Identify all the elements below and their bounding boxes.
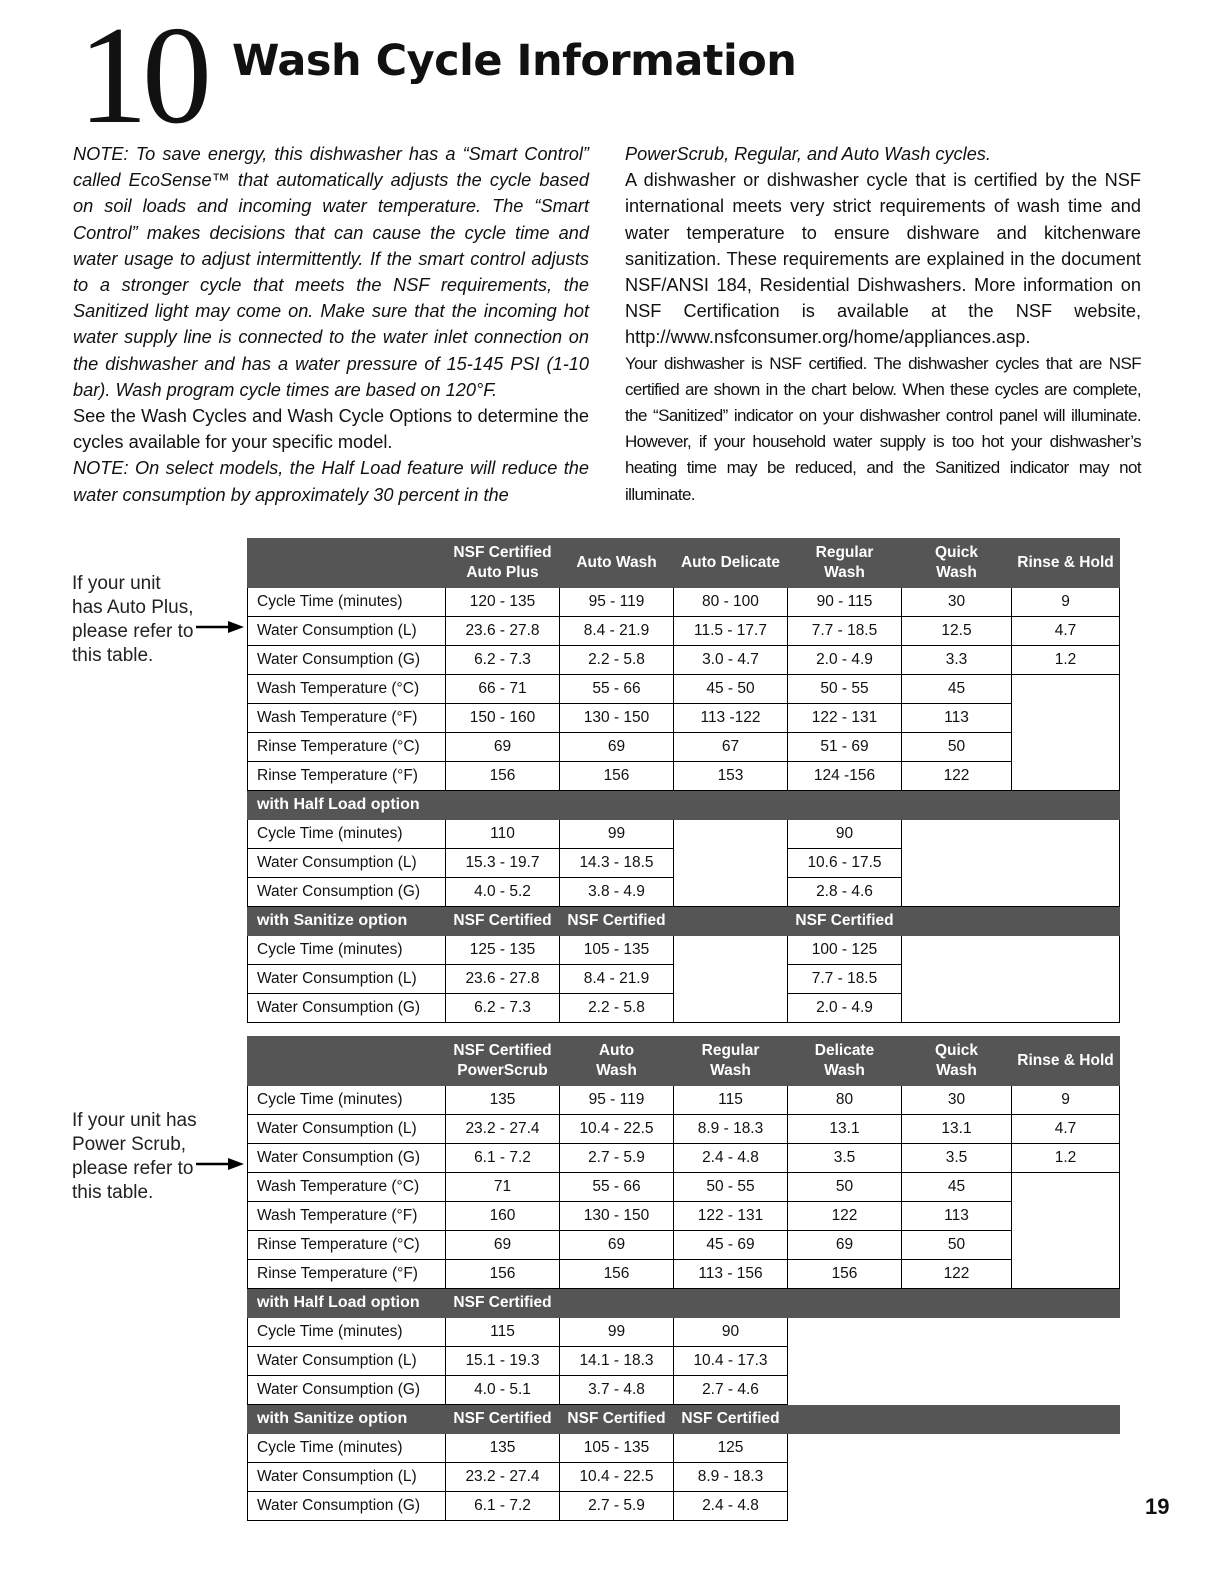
table-cell: 51 - 69 (788, 733, 902, 762)
table-cell: 135 (446, 1086, 560, 1115)
table-cell: 8.4 - 21.9 (560, 617, 674, 646)
section-title: with Sanitize option (248, 907, 446, 936)
table-cell: 4.7 (1012, 1115, 1120, 1144)
table-cell: 30 (902, 1086, 1012, 1115)
row-label: Water Consumption (G) (248, 1144, 446, 1173)
table-cell: 55 - 66 (560, 675, 674, 704)
table-cell: 6.2 - 7.3 (446, 994, 560, 1023)
table-row (248, 791, 1120, 820)
table-cell: 15.3 - 19.7 (446, 849, 560, 878)
table-row (248, 1434, 1120, 1463)
table-cell: 113 (902, 704, 1012, 733)
column-header-line: NSF Certified (453, 544, 552, 561)
table-cell: 3.5 (788, 1144, 902, 1173)
eco-sense-note: NOTE: To save energy, this dishwasher has a “Smart Control” called EcoSense™ that automatically adjusts the cycle based on soil loads and incoming water temperature. The “Smart Control” makes decisions that can cause the cycle time and water usage to adjust intermittently. If the smart control adjusts to a stronger cycle that meets the NSF requirements, the Sanitized light may come on. Make sure that the incoming hot water supply line is connected to the water inlet connection on the dishwasher and has a water pressure of 15-145 PSI (1-10 bar). Wash program cycle times are based on 120°F. (73, 144, 589, 400)
table-cell: 4.0 - 5.1 (446, 1376, 560, 1405)
table-cell: 156 (560, 762, 674, 791)
table-cell: 125 (674, 1434, 788, 1463)
row-label: Water Consumption (L) (248, 965, 446, 994)
row-label: Water Consumption (G) (248, 1376, 446, 1405)
auto-plus-side-note (72, 572, 193, 668)
table-cell: 3.3 (902, 646, 1012, 675)
table-cell: 156 (560, 1260, 674, 1289)
table-cell: 45 - 50 (674, 675, 788, 704)
table-row (248, 1347, 1120, 1376)
column-header-line: NSF Certified (453, 1042, 552, 1059)
table-row (248, 907, 1120, 936)
column-header-line: Wash (824, 1062, 865, 1079)
header-gap (674, 907, 788, 936)
table-cell: 3.8 - 4.9 (560, 878, 674, 907)
table-cell: 10.6 - 17.5 (788, 849, 902, 878)
table-cell: 2.0 - 4.9 (788, 994, 902, 1023)
table-cell: 80 (788, 1086, 902, 1115)
nsf-paragraph: A dishwasher or dishwasher cycle that is certified by the NSF international meets very strict requirements of wash time and water temperature to ensure dishware and kitchenware sanitization. These requirements are explained in the document NSF/ANSI 184, Residential Dishwashers. More information on NSF Certification is available at the NSF website, http://www.nsfconsumer.org/home/appliances.asp. (625, 170, 1141, 348)
table-cell: 67 (674, 733, 788, 762)
auto-plus-cycle-table (247, 538, 1120, 1023)
empty-cell (674, 936, 788, 1023)
column-header (1012, 1037, 1120, 1086)
table-cell: 2.7 - 4.6 (674, 1376, 788, 1405)
table-cell: 99 (560, 820, 674, 849)
column-header-line: PowerScrub (457, 1062, 548, 1079)
column-header (788, 1037, 902, 1086)
table-cell: 113 (902, 1202, 1012, 1231)
table-cell: 105 - 135 (560, 936, 674, 965)
nsf-certified-badge: NSF Certified (674, 1405, 788, 1434)
table-cell: 23.6 - 27.8 (446, 617, 560, 646)
row-label: Cycle Time (minutes) (248, 1318, 446, 1347)
table-cell: 7.7 - 18.5 (788, 617, 902, 646)
section-title: with Half Load option (248, 791, 1120, 820)
column-header (446, 539, 560, 588)
empty-space (788, 1463, 1120, 1492)
table-cell: 2.4 - 4.8 (674, 1492, 788, 1521)
table-row (248, 646, 1120, 675)
table-cell: 45 (902, 675, 1012, 704)
side-note-line: If your unit has (72, 1110, 197, 1131)
side-note-line: Power Scrub, (72, 1134, 187, 1155)
nsf-certified-badge: NSF Certified (788, 907, 902, 936)
table-cell: 15.1 - 19.3 (446, 1347, 560, 1376)
table-cell: 2.7 - 5.9 (560, 1492, 674, 1521)
table-cell: 100 - 125 (788, 936, 902, 965)
table-cell: 122 (788, 1202, 902, 1231)
side-note-line: has Auto Plus, (72, 597, 194, 618)
table-cell: 12.5 (902, 617, 1012, 646)
table-row (248, 588, 1120, 617)
section-title: with Half Load option (248, 1289, 446, 1318)
column-header (446, 1037, 560, 1086)
table-cell: 2.4 - 4.8 (674, 1144, 788, 1173)
row-label: Water Consumption (L) (248, 849, 446, 878)
table-cell: 3.5 (902, 1144, 1012, 1173)
empty-space (788, 1434, 1120, 1463)
table-cell: 8.9 - 18.3 (674, 1463, 788, 1492)
row-label: Wash Temperature (°F) (248, 704, 446, 733)
table-row (248, 1202, 1120, 1231)
table-cell: 124 -156 (788, 762, 902, 791)
header-gap (560, 1289, 788, 1318)
table-cell: 14.1 - 18.3 (560, 1347, 674, 1376)
column-header (902, 539, 1012, 588)
column-header (788, 539, 902, 588)
table-cell: 6.1 - 7.2 (446, 1144, 560, 1173)
table-cell: 122 (902, 1260, 1012, 1289)
table-cell: 156 (446, 762, 560, 791)
empty-cell (674, 820, 788, 907)
row-label: Wash Temperature (°F) (248, 1202, 446, 1231)
column-header-line: Wash (596, 1062, 637, 1079)
column-header-line: Auto Wash (576, 554, 657, 571)
arrow-right-icon (196, 1158, 244, 1170)
table-cell: 135 (446, 1434, 560, 1463)
table-cell: 113 -122 (674, 704, 788, 733)
table-cell: 113 - 156 (674, 1260, 788, 1289)
nsf-certified-badge: NSF Certified (446, 1405, 560, 1434)
nsf-certified-badge: NSF Certified (446, 907, 560, 936)
empty-cell (902, 820, 1120, 907)
table-cell: 7.7 - 18.5 (788, 965, 902, 994)
table-cell: 11.5 - 17.7 (674, 617, 788, 646)
column-header (560, 539, 674, 588)
empty-space (788, 1492, 1120, 1521)
table-row (248, 762, 1120, 791)
column-header-line: Rinse & Hold (1017, 554, 1114, 571)
table-row (248, 733, 1120, 762)
row-label: Water Consumption (G) (248, 1492, 446, 1521)
column-header-line: Wash (936, 1062, 977, 1079)
table-cell: 30 (902, 588, 1012, 617)
table-cell: 130 - 150 (560, 704, 674, 733)
power-scrub-side-note (72, 1109, 197, 1205)
column-header-line: Quick (934, 544, 979, 561)
table-cell: 50 (902, 1231, 1012, 1260)
table-cell: 9 (1012, 1086, 1120, 1115)
table-row (248, 936, 1120, 965)
empty-space (788, 1289, 1120, 1318)
header-corner (248, 1037, 446, 1086)
table-cell: 8.9 - 18.3 (674, 1115, 788, 1144)
table-cell: 8.4 - 21.9 (560, 965, 674, 994)
column-header (674, 1037, 788, 1086)
column-header-line: Quick (934, 1042, 979, 1059)
table-cell: 50 (902, 733, 1012, 762)
table-row (248, 617, 1120, 646)
table-cell: 45 (902, 1173, 1012, 1202)
table-cell: 2.7 - 5.9 (560, 1144, 674, 1173)
half-load-note-continued: PowerScrub, Regular, and Auto Wash cycles. (625, 144, 991, 164)
table-row (248, 820, 1120, 849)
table-row (248, 1115, 1120, 1144)
wash-cycles-paragraph: See the Wash Cycles and Wash Cycle Options to determine the cycles available for your specific model. (73, 406, 589, 453)
column-header (674, 539, 788, 588)
section-title: with Sanitize option (248, 1405, 446, 1434)
nsf-certified-badge: NSF Certified (560, 907, 674, 936)
nsf-certified-badge: NSF Certified (446, 1289, 560, 1318)
side-note-line: please refer to (72, 1158, 194, 1179)
table-cell: 2.2 - 5.8 (560, 646, 674, 675)
table-cell: 10.4 - 17.3 (674, 1347, 788, 1376)
table-row (248, 1289, 1120, 1318)
table-cell: 69 (560, 733, 674, 762)
row-label: Cycle Time (minutes) (248, 588, 446, 617)
table-cell: 66 - 71 (446, 675, 560, 704)
side-note-line: If your unit (72, 573, 161, 594)
row-label: Cycle Time (minutes) (248, 936, 446, 965)
row-label: Rinse Temperature (°F) (248, 762, 446, 791)
column-header-line: Rinse & Hold (1017, 1052, 1114, 1069)
table-cell: 50 - 55 (674, 1173, 788, 1202)
row-label: Water Consumption (L) (248, 617, 446, 646)
table-cell: 122 - 131 (788, 704, 902, 733)
side-note-line: this table. (72, 1182, 154, 1203)
table-cell: 80 - 100 (674, 588, 788, 617)
table-cell: 122 - 131 (674, 1202, 788, 1231)
table-cell: 90 (674, 1318, 788, 1347)
table-cell: 150 - 160 (446, 704, 560, 733)
column-header-line: Wash (936, 564, 977, 581)
table-row (248, 1260, 1120, 1289)
table-cell: 10.4 - 22.5 (560, 1463, 674, 1492)
table-cell: 45 - 69 (674, 1231, 788, 1260)
empty-space (788, 1405, 1120, 1434)
column-header-line: Auto (598, 1042, 635, 1059)
empty-space (788, 1347, 1120, 1376)
row-label: Cycle Time (minutes) (248, 1086, 446, 1115)
table-cell: 125 - 135 (446, 936, 560, 965)
row-label: Water Consumption (L) (248, 1115, 446, 1144)
table-cell: 23.2 - 27.4 (446, 1463, 560, 1492)
table-cell: 50 (788, 1173, 902, 1202)
header-corner (248, 539, 446, 588)
column-header-line: Wash (824, 564, 865, 581)
table-cell: 23.2 - 27.4 (446, 1115, 560, 1144)
column-header-line: Auto Delicate (680, 554, 781, 571)
right-column (625, 141, 1141, 508)
table-cell: 1.2 (1012, 1144, 1120, 1173)
table-cell: 9 (1012, 588, 1120, 617)
empty-cell (1012, 1173, 1120, 1289)
half-load-note: NOTE: On select models, the Half Load feature will reduce the water consumption by approximately 30 percent in the (73, 458, 589, 505)
empty-space (788, 1318, 1120, 1347)
row-label: Cycle Time (minutes) (248, 1434, 446, 1463)
row-label: Water Consumption (G) (248, 878, 446, 907)
table-cell: 105 - 135 (560, 1434, 674, 1463)
page-number: 19 (1145, 1494, 1170, 1519)
table-row (248, 1376, 1120, 1405)
table-cell: 3.0 - 4.7 (674, 646, 788, 675)
table-cell: 115 (674, 1086, 788, 1115)
table-cell: 156 (788, 1260, 902, 1289)
table-cell: 69 (446, 1231, 560, 1260)
table-row (248, 1086, 1120, 1115)
table-row (248, 1318, 1120, 1347)
table-row (248, 704, 1120, 733)
column-header (902, 1037, 1012, 1086)
table-cell: 2.2 - 5.8 (560, 994, 674, 1023)
arrow-right-icon (196, 621, 244, 633)
table-cell: 156 (446, 1260, 560, 1289)
row-label: Wash Temperature (°C) (248, 1173, 446, 1202)
table-row (248, 675, 1120, 704)
nsf-certified-paragraph: Your dishwasher is NSF certified. The dishwasher cycles that are NSF certified are shown in the chart below. When these cycles are complete, the “Sanitized” indicator on your dishwasher control panel will illuminate. However, if your household water supply is too hot your dishwasher’s heating time may be reduced, and the Sanitized indicator may not illuminate. (625, 353, 1141, 504)
table-cell: 71 (446, 1173, 560, 1202)
column-header-line: Delicate (814, 1042, 875, 1059)
side-note-line: please refer to (72, 621, 194, 642)
table-cell: 23.6 - 27.8 (446, 965, 560, 994)
column-header (1012, 539, 1120, 588)
table-row (248, 539, 1120, 588)
table-cell: 6.1 - 7.2 (446, 1492, 560, 1521)
table-cell: 69 (788, 1231, 902, 1260)
table-cell: 115 (446, 1318, 560, 1347)
row-label: Water Consumption (L) (248, 1463, 446, 1492)
page-title: Wash Cycle Information (232, 36, 797, 86)
table-cell: 14.3 - 18.5 (560, 849, 674, 878)
side-note-line: this table. (72, 645, 154, 666)
table-row (248, 1492, 1120, 1521)
column-header-line: Wash (710, 1062, 751, 1079)
table-cell: 55 - 66 (560, 1173, 674, 1202)
column-header (560, 1037, 674, 1086)
table-cell: 69 (446, 733, 560, 762)
table-row (248, 1144, 1120, 1173)
column-header-line: Regular (701, 1042, 760, 1059)
column-header-line: Auto Plus (466, 564, 539, 581)
table-cell: 153 (674, 762, 788, 791)
row-label: Water Consumption (L) (248, 1347, 446, 1376)
column-header-line: Regular (815, 544, 874, 561)
table-row (248, 1173, 1120, 1202)
left-column (73, 141, 589, 508)
row-label: Rinse Temperature (°C) (248, 1231, 446, 1260)
table-cell: 50 - 55 (788, 675, 902, 704)
table-cell: 3.7 - 4.8 (560, 1376, 674, 1405)
table-row (248, 1463, 1120, 1492)
row-label: Cycle Time (minutes) (248, 820, 446, 849)
table-cell: 2.0 - 4.9 (788, 646, 902, 675)
table-cell: 99 (560, 1318, 674, 1347)
table-cell: 2.8 - 4.6 (788, 878, 902, 907)
table-cell: 10.4 - 22.5 (560, 1115, 674, 1144)
table-cell: 4.7 (1012, 617, 1120, 646)
table-cell: 120 - 135 (446, 588, 560, 617)
table-cell: 95 - 119 (560, 1086, 674, 1115)
table-cell: 6.2 - 7.3 (446, 646, 560, 675)
table-cell: 122 (902, 762, 1012, 791)
table-row (248, 1037, 1120, 1086)
row-label: Water Consumption (G) (248, 646, 446, 675)
empty-cell (902, 936, 1120, 1023)
table-cell: 90 (788, 820, 902, 849)
header-gap (902, 907, 1120, 936)
empty-cell (1012, 675, 1120, 791)
table-row (248, 1405, 1120, 1434)
table-cell: 13.1 (902, 1115, 1012, 1144)
nsf-certified-badge: NSF Certified (560, 1405, 674, 1434)
chapter-number: 10 (78, 0, 206, 153)
table-cell: 130 - 150 (560, 1202, 674, 1231)
table-cell: 110 (446, 820, 560, 849)
row-label: Water Consumption (G) (248, 994, 446, 1023)
table-cell: 4.0 - 5.2 (446, 878, 560, 907)
row-label: Rinse Temperature (°F) (248, 1260, 446, 1289)
table-cell: 95 - 119 (560, 588, 674, 617)
table-cell: 90 - 115 (788, 588, 902, 617)
table-cell: 13.1 (788, 1115, 902, 1144)
table-row (248, 1231, 1120, 1260)
empty-space (788, 1376, 1120, 1405)
table-cell: 69 (560, 1231, 674, 1260)
row-label: Wash Temperature (°C) (248, 675, 446, 704)
power-scrub-cycle-table (247, 1036, 1120, 1521)
table-cell: 1.2 (1012, 646, 1120, 675)
row-label: Rinse Temperature (°C) (248, 733, 446, 762)
table-cell: 160 (446, 1202, 560, 1231)
